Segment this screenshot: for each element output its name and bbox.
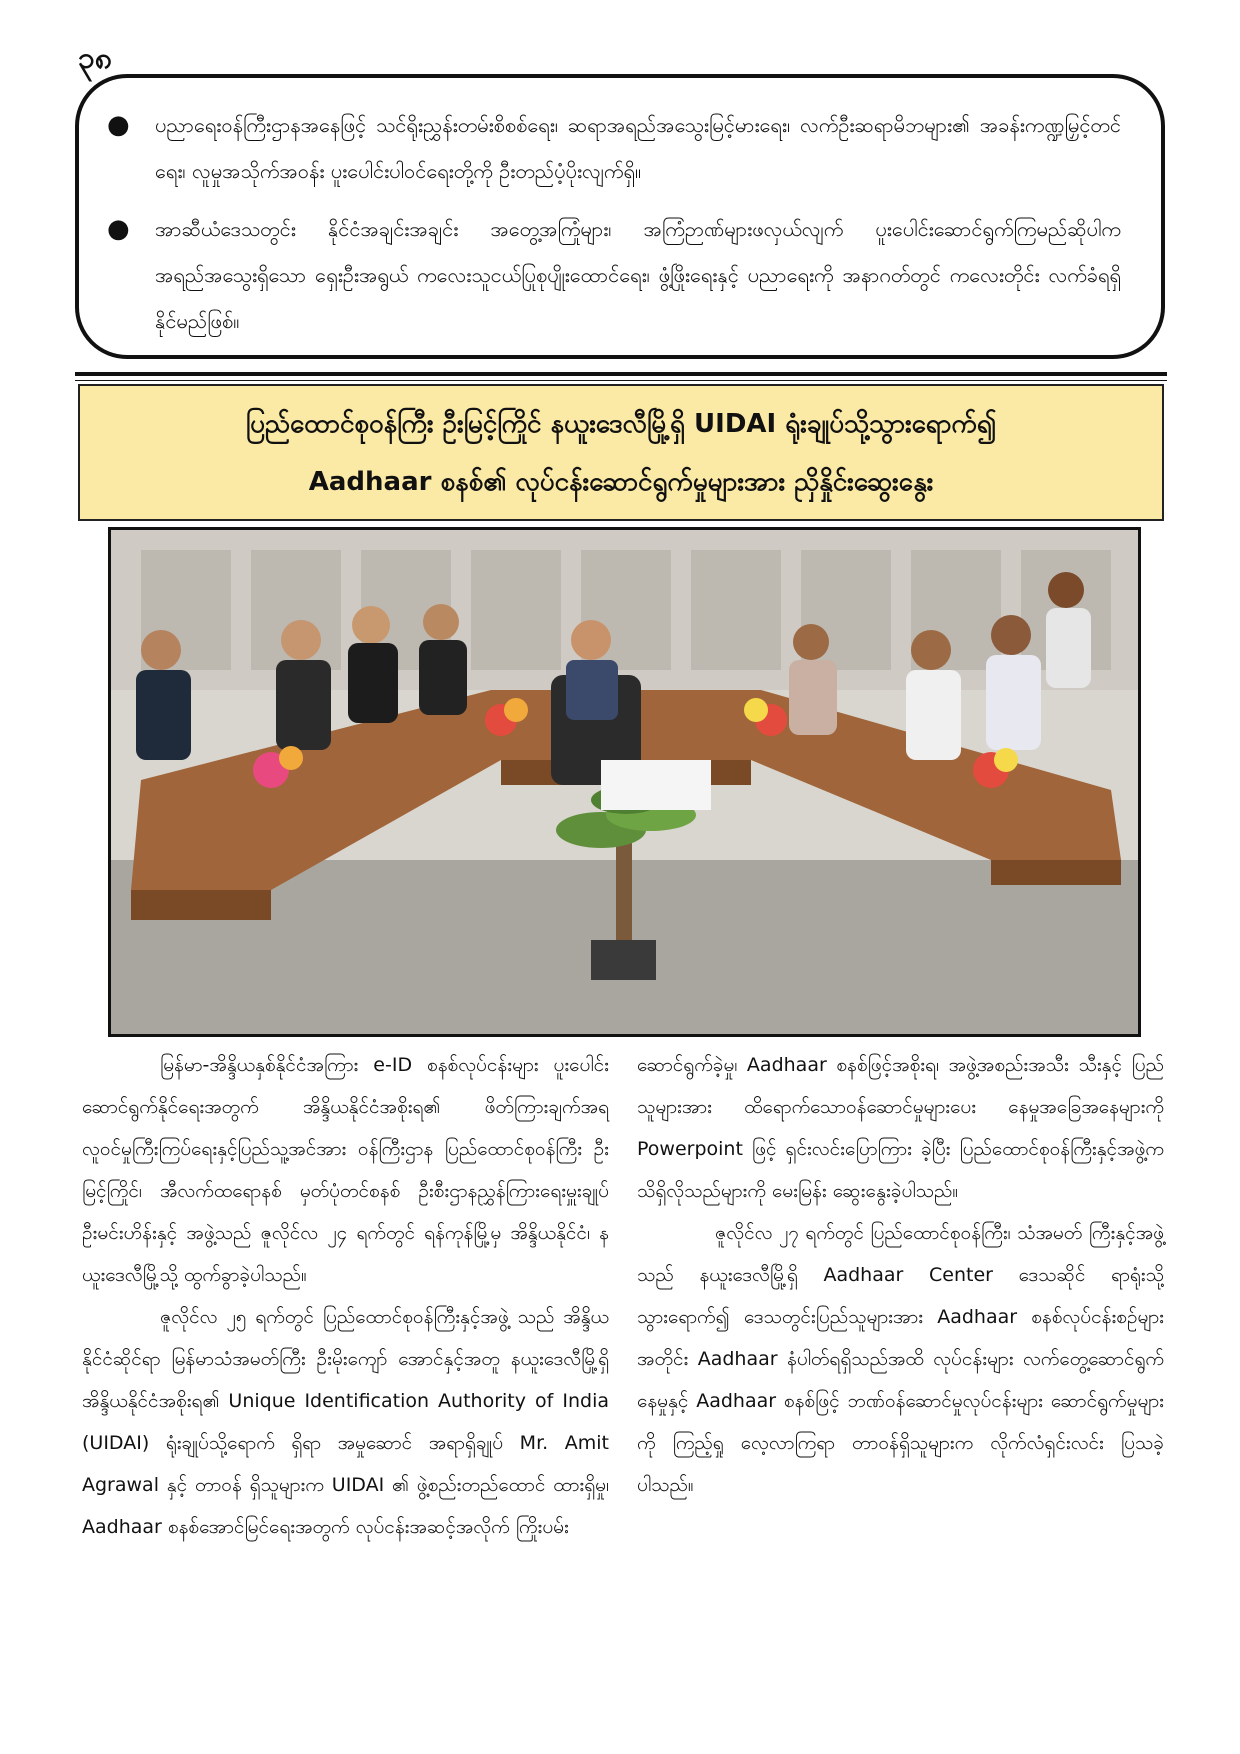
headline-line-1: ပြည်ထောင်စုဝန်ကြီး ဦးမြင့်ကြိုင် နယူးဒေလီမြို့ရှိ UIDAI ရုံးချုပ်သို့သွားရောက်၍ [245, 408, 997, 439]
article-column-left [82, 1044, 609, 1548]
summary-bullet-box [75, 74, 1165, 359]
bullet-dot-icon: ● [107, 110, 130, 140]
page-number: ၃၈ [78, 41, 113, 76]
bullet-item [107, 206, 1121, 344]
article-column-right [637, 1044, 1164, 1506]
article-paragraph: ဇူလိုင်လ ၂၇ ရက်တွင် ပြည်ထောင်စုဝန်ကြီး၊ သံအမတ် ကြီးနှင့်အဖွဲ့သည် နယူးဒေလီမြို့ရှိ Aadhaar Center ဒေသဆိုင် ရာရုံးသို့ သွားရောက်၍ ဒေသတွင်းပြည်သူများအား Aadhaar စနစ်လုပ်ငန်းစဉ်များအတိုင်း Aadhaar နံပါတ်ရရှိသည်အထိ လုပ်ငန်းများ လက်တွေ့ဆောင်ရွက်နေမှုနှင့် Aadhaar စနစ်ဖြင့် ဘဏ်ဝန်ဆောင်မှုလုပ်ငန်းများ ဆောင်ရွက်မှုများကို ကြည့်ရှု လေ့လာကြရာ တာဝန်ရှိသူများက လိုက်လံရှင်းလင်း ပြသခဲ့ ပါသည်။ [637, 1222, 1164, 1496]
meeting-room-illustration [111, 530, 1138, 1034]
headline-line-2: Aadhaar စနစ်၏ လုပ်ငန်းဆောင်ရွက်မှုများအား ညှိနှိုင်းဆွေးနွေး [308, 466, 934, 497]
section-divider-thin [75, 380, 1167, 381]
article-paragraph: မြန်မာ-အိန္ဒိယနှစ်နိုင်ငံအကြား e-ID စနစ်လုပ်ငန်းများ ပူးပေါင်းဆောင်ရွက်နိုင်ရေးအတွက် အိန္ဒိယနိုင်ငံအစိုးရ၏ ဖိတ်ကြားချက်အရ လူဝင်မှုကြီးကြပ်ရေးနှင့်ပြည်သူ့အင်အား ဝန်ကြီးဌာန ပြည်ထောင်စုဝန်ကြီး ဦးမြင့်ကြိုင်၊ အီလက်ထရောနစ် မှတ်ပုံတင်စနစ် ဦးစီးဌာနညွှန်ကြားရေးမှူးချုပ် ဦးမင်းဟိန်းနှင့် အဖွဲ့သည် ဇူလိုင်လ ၂၄ ရက်တွင် ရန်ကုန်မြို့မှ အိန္ဒိယနိုင်ငံ၊ နယူးဒေလီမြို့သို့ ထွက်ခွာခဲ့ပါသည်။ [82, 1054, 609, 1286]
article-paragraph: ဇူလိုင်လ ၂၅ ရက်တွင် ပြည်ထောင်စုဝန်ကြီးနှင့်အဖွဲ့ သည် အိန္ဒိယနိုင်ငံဆိုင်ရာ မြန်မာသံအမတ်ကြီး ဦးမိုးကျော် အောင်နှင့်အတူ နယူးဒေလီမြို့ရှိ အိန္ဒိယနိုင်ငံအစိုးရ၏ Unique Identification Authority of India (UIDAI) ရုံးချုပ်သို့ရောက် ရှိရာ အမှုဆောင် အရာရှိချုပ် Mr. Amit Agrawal နှင့် တာဝန် ရှိသူများက UIDAI ၏ ဖွဲ့စည်းတည်ထောင် ထားရှိမှု၊ Aadhaar စနစ်အောင်မြင်ရေးအတွက် လုပ်ငန်းအဆင့်အလိုက် ကြိုးပမ်း [82, 1306, 609, 1538]
section-divider [75, 372, 1167, 376]
meeting-photo [108, 527, 1141, 1037]
bullet-dot-icon: ● [107, 214, 130, 244]
article-headline [78, 384, 1164, 521]
article-paragraph: ဆောင်ရွက်ခဲ့မှု၊ Aadhaar စနစ်ဖြင့်အစိုးရ၊ အဖွဲ့အစည်းအသီး သီးနှင့် ပြည်သူများအား ထိရောက်သောဝန်ဆောင်မှုများပေး နေမှုအခြေအနေများကို Powerpoint ဖြင့် ရှင်းလင်းပြောကြား ခဲ့ပြီး ပြည်ထောင်စုဝန်ကြီးနှင့်အဖွဲ့က သိရှိလိုသည်များကို မေးမြန်း ဆွေးနွေးခဲ့ပါသည်။ [637, 1054, 1164, 1202]
bullet-text: အာဆီယံဒေသတွင်း နိုင်ငံအချင်းအချင်း အတွေ့အကြုံများ၊ အကြံဉာဏ်များဖလှယ်လျက် ပူးပေါင်းဆောင်ရွက်ကြမည်ဆိုပါက အရည်အသွေးရှိသော ရှေးဦးအရွယ် ကလေးသူငယ်ပြုစုပျိုးထောင်ရေး၊ ဖွံ့ဖြိုးရေးနှင့် ပညာရေးကို အနာဂတ်တွင် ကလေးတိုင်း လက်ခံရရှိနိုင်မည်ဖြစ်။ [155, 217, 1121, 333]
bullet-item [107, 102, 1121, 194]
bullet-text: ပညာရေးဝန်ကြီးဌာနအနေဖြင့် သင်ရိုးညွှန်းတမ်းစိစစ်ရေး၊ ဆရာအရည်အသွေးမြင့်မားရေး၊ လက်ဦးဆရာမိဘများ၏ အခန်းကဏ္ဍမြှင့်တင်ရေး၊ လူမှုအသိုက်အဝန်း ပူးပေါင်းပါဝင်ရေးတို့ကို ဦးတည်ပံ့ပိုးလျက်ရှိ။ [155, 113, 1121, 183]
